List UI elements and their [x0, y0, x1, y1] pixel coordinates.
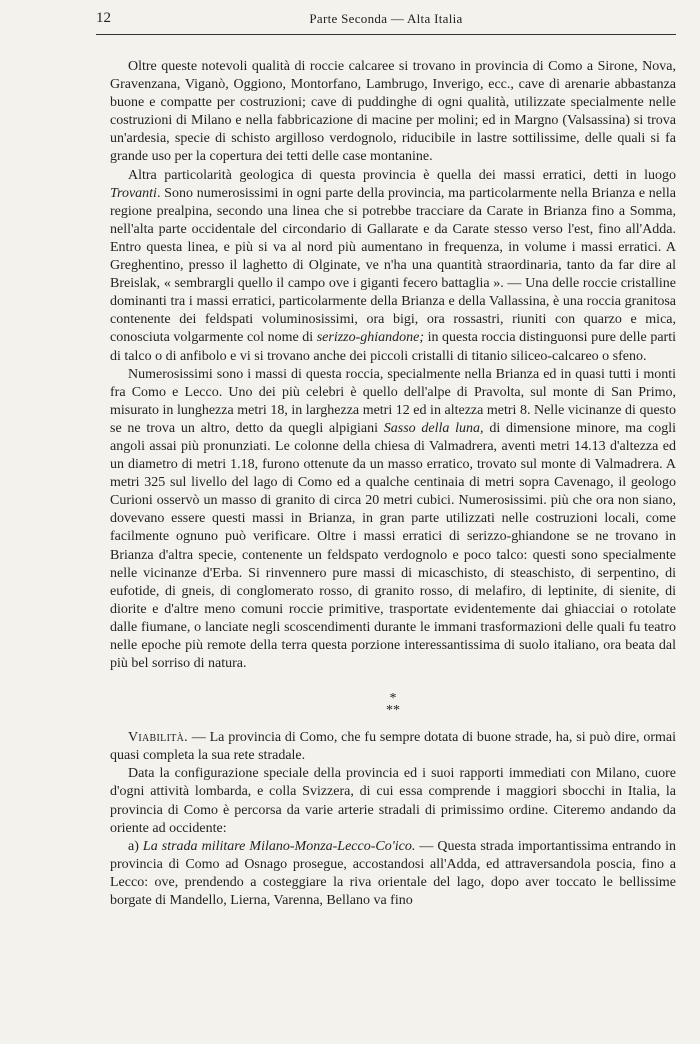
paragraph-erratic-boulders — [110, 167, 676, 366]
paragraph-viability — [110, 729, 676, 765]
separator-star: * — [389, 691, 397, 707]
section-heading: Viabilità. — [128, 730, 188, 746]
italic-term: La strada militare Milano-Monza-Lecco-Co'ico. — [142, 838, 416, 854]
text-run: Numerosissimi sono i massi di questa roccia, specialmente nella Brianza ed in quasi tutti i monti fra Como e Lecco. Uno dei più celebri è quello dell'alpe di Pravolta, sul monte di San Primo, misurato in lunghezza metri 18, in larghezza metri 12 ed in altezza metri 8. Nelle vicinanze di questo se ne trova un altro, detto da quegli alpigiani — [110, 366, 676, 436]
italic-term: serizzo-ghiandone; — [316, 330, 425, 346]
paragraph-boulder-examples — [110, 366, 676, 674]
page-number: 12 — [96, 10, 111, 26]
italic-term: Trovanti — [110, 185, 157, 201]
text-run: Altra particolarità geologica di questa provincia è quella dei massi erratici, detti in luogo — [128, 167, 676, 183]
paragraph-military-road — [110, 838, 676, 910]
text-run: a) — [128, 838, 143, 854]
text-run: in questa roccia distinguonsi pure delle parti di talco o di anfibolo e vi si trovano anche dei piccoli cristalli di titanio siliceo-calcareo o sfeno. — [110, 330, 676, 364]
text-run: di dimensione minore, ma cogli angoli assai più pronunziati. Le colonne della chiesa di Valmadrera, aventi metri 14.13 d'altezza ed un diametro di metri 1.18, furono ottenute da un masso erratico, trovato sul monte di Valmadrera. A metri 325 sul livello del lago di Como ed a qualche centinaia di metri sopra Cavenago, il geologo Curioni osservò un masso di granito di circa 20 metri cubici. Numerosissimi. più che ora non siano, dovevano essere questi massi in Brianza, in gran parte utilizzati nelle costruzioni locali, come facilmente ognuno può verificare. Oltre i massi erratici di serizzo-ghiandone se ne trovano in Brianza d'altra specie, contenente un feldspato verdognolo e poco talco: questi sono specialmente nelle vicinanze d'Erba. Si rinvennero pure massi di micaschisto, di steaschisto, di serpentino, di eufotide, di gneis, di conglomerato rosso, di granito rosso, di melafiro, di leptinite, di sienite, di diorite e d'altre meno comuni roccie primitive, trasportate evidentemente dai ghiacciai o rotolate dalle fiumane, o lanciate negli scoscendimenti durante le immani trasformazioni delle quali fu teatro nelle epoche più remote della terra questa porzione interessantissima di suolo italiano, ora beata dal più bel sorriso di natura. — [110, 420, 677, 672]
italic-term: Sasso della luna, — [383, 420, 484, 436]
page-body — [110, 58, 676, 910]
running-title: Parte Seconda — Alta Italia — [309, 11, 463, 26]
text-run: — Questa strada importantissima entrando in provincia di Como ad Osnago prosegue, accostandosi all'Adda, ed attraversandola poscia, fino a Lecco: ove, prendendo a costeggiare la riva orientale del lago, dopo aver toccato le bellissime borgate di Mandello, Lierna, Varenna, Bellano va fino — [110, 838, 676, 909]
paragraph-road-network: Data la configurazione speciale della provincia ed i suoi rapporti immediati con Milano, cuore d'ogni attività lombarda, e colla Svizzera, di cui essa comprende i maggiori sbocchi in Italia, la provincia di Como è percorsa da varie arterie stradali di primissimo ordine. Citeremo andando da oriente ad occidente: — [110, 766, 676, 836]
text-run: — La provincia di Como, che fu sempre dotata di buone strade, ha, si può dire, ormai quasi completa la sua rete stradale. — [110, 730, 676, 764]
section-separator — [110, 693, 676, 717]
paragraph-rocks: Oltre queste notevoli qualità di roccie calcaree si trovano in provincia di Como a Sirone, Nova, Gravenzana, Viganò, Oggiono, Montorfano, Lambrugo, Inverigo, ecc., cave di arenarie abbastanza buone e compatte per costruzioni; cave di puddinghe di ogni qualità, utilizzate specialmente nelle costruzioni di Milano e nella fabbricazione di macine per molini; ed in Margno (Valsassina) si trova un'ardesia, specie di schisto argilloso verdognolo, riducibile in lastre sottilissime, delle quali si fa grande uso per la copertura dei tetti delle case montanine. — [110, 59, 676, 165]
separator-star: * — [386, 703, 393, 719]
separator-star: * — [393, 703, 400, 719]
page-header — [96, 8, 676, 35]
text-run: . Sono numerosissimi in ogni parte della provincia, ma particolarmente nella Brianza e nella regione prealpina, secondo una linea che si potrebbe tracciare da Carate in Brianza fino a Somma, nell'alta parte occidentale del circondario di Gallarate e da Carate stesso verso l'est, fino all'Adda. Entro questa linea, e più si va al nord più aumentano in frequenza, in volume i massi erratici. A Greghentino, presso il laghetto di Olginate, ve n'ha una quantità straordinaria, tanto da far dire al Breislak, « sembrargli quello il campo ove i giganti fecero battaglia ». — Una delle roccie cristalline dominanti tra i massi erratici, particolarmente della Brianza e della Vallassina, è una roccia granitosa contenente dei feldspati voluminosissimi, ora bigi, ora rossastri, riuniti con quarzo e mica, conosciuta volgarmente col nome di — [110, 185, 676, 346]
